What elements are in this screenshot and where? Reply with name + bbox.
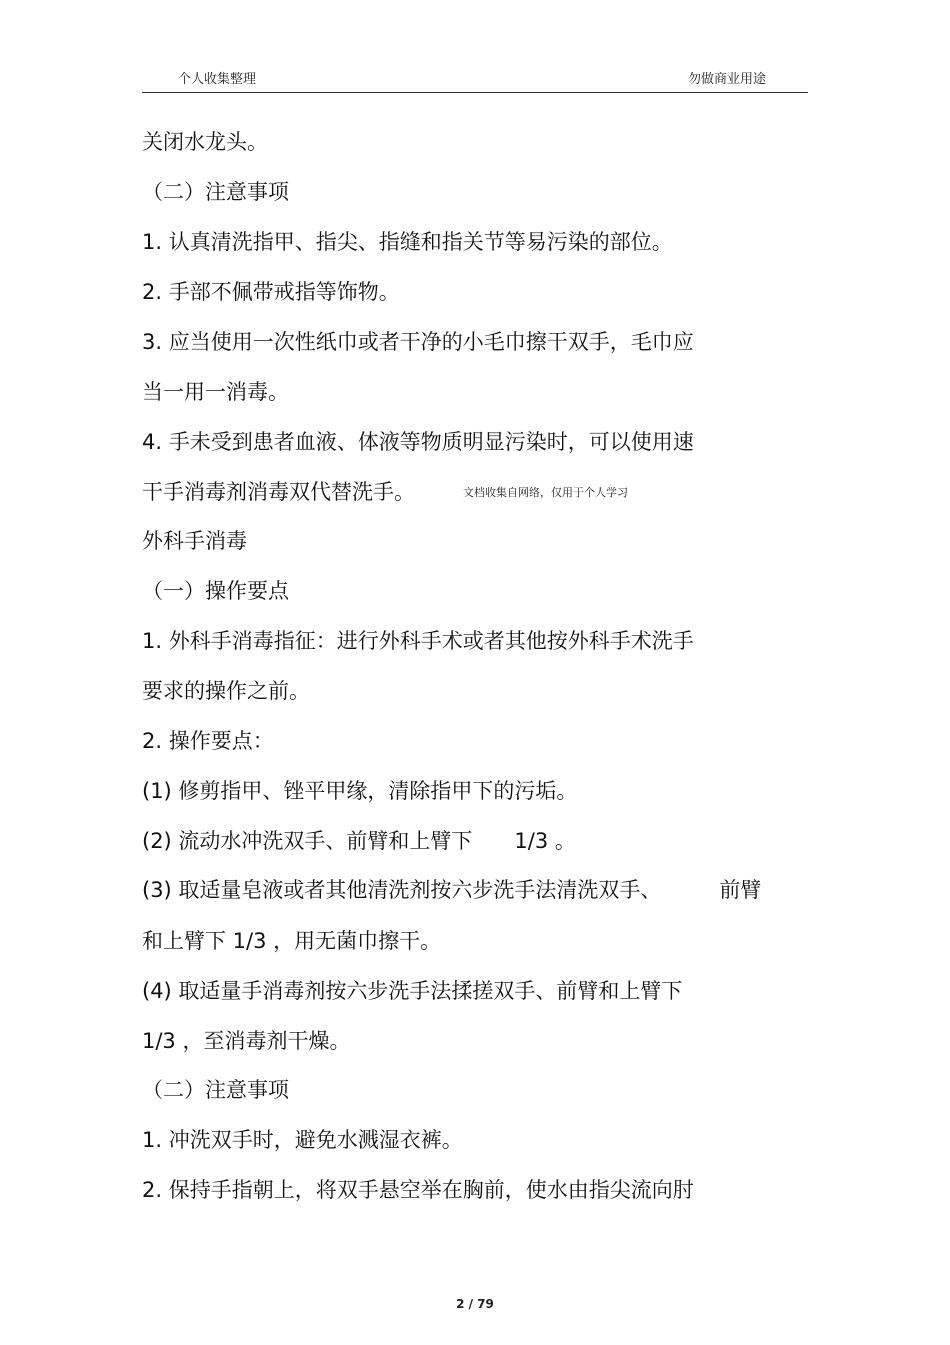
text-line-note-4-cont <box>142 478 628 506</box>
text-line-step-3-tail: 前臂 <box>719 878 762 902</box>
text-line-step-3-cont: 和上臂下 1/3 ，用无菌巾擦干。 <box>142 929 442 953</box>
text-line-step-4-cont: 1/3 ，至消毒剂干燥。 <box>142 1029 351 1053</box>
text-line-indication: 1. 外科手消毒指征：进行外科手术或者其他按外科手术洗手 <box>142 629 694 653</box>
text-line-step-4: (4) 取适量手消毒剂按六步洗手法揉搓双手、前臂和上臂下 <box>142 979 683 1003</box>
text-line-note-2: 2. 手部不佩带戒指等饰物。 <box>142 280 400 304</box>
text-line-note-3: 3. 应当使用一次性纸巾或者干净的小毛巾擦干双手，毛巾应 <box>142 330 694 354</box>
text-line-step-2 <box>142 827 576 855</box>
text-line-step-2-main: (2) 流动水冲洗双手、前臂和上臂下 <box>142 829 473 853</box>
text-line-rinse-note-1: 1. 冲洗双手时，避免水溅湿衣裤。 <box>142 1128 463 1152</box>
text-line-step-3-main: (3) 取适量皂液或者其他清洗剂按六步洗手法清洗双手、 <box>142 878 662 902</box>
source-note: 文档收集自网络，仅用于个人学习 <box>463 486 628 499</box>
text-line-close-tap: 关闭水龙头。 <box>142 130 268 154</box>
section-heading-key-points: （一）操作要点 <box>142 579 289 603</box>
text-line-key-points-label: 2. 操作要点： <box>142 729 274 753</box>
header-left-text: 个人收集整理 <box>178 72 257 87</box>
text-line-step-3 <box>142 876 761 904</box>
header-right-text: 勿做商业用途 <box>688 72 767 87</box>
text-line-step-1: (1) 修剪指甲、锉平甲缘，清除指甲下的污垢。 <box>142 779 578 803</box>
text-line-rinse-note-2: 2. 保持手指朝上，将双手悬空举在胸前，使水由指尖流向肘 <box>142 1178 694 1202</box>
section-heading-notes-2: （二）注意事项 <box>142 1078 289 1102</box>
text-line-note-3-cont: 当一用一消毒。 <box>142 380 289 404</box>
text-line-indication-cont: 要求的操作之前。 <box>142 679 310 703</box>
section-heading-surgical-disinfection: 外科手消毒 <box>142 529 247 553</box>
page-number: 2 / 79 <box>456 1297 494 1311</box>
text-line-note-4-cont-text: 干手消毒剂消毒双代替洗手。 <box>142 480 415 504</box>
page-header <box>142 62 808 93</box>
section-heading-notes: （二）注意事项 <box>142 180 289 204</box>
text-line-note-4: 4. 手未受到患者血液、体液等物质明显污染时，可以使用速 <box>142 430 694 454</box>
text-line-note-1: 1. 认真清洗指甲、指尖、指缝和指关节等易污染的部位。 <box>142 230 673 254</box>
text-line-step-2-tail: 1/3 。 <box>514 829 576 853</box>
